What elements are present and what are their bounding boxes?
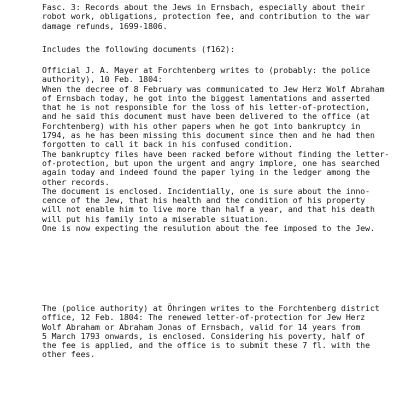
text-line: The (police authority) at Öhringen writes to the Forchtenberg district [42, 303, 380, 313]
text-line: that he is not responsible for the loss of his letter-of-protection, [42, 102, 370, 113]
text-line: of Ernsbach today, he got into the biggest lamentations and asserted [42, 92, 370, 103]
text-line: Official J. A. Mayer at Forchtenberg writes to (probably: the police [42, 65, 370, 75]
text-line: 1794, as he has been missing this document since then and he had then [42, 130, 375, 141]
text-line: again today and indeed found the paper lying in the ledger among the [42, 167, 370, 178]
text-line: authority), 10 Feb. 1804: [42, 74, 163, 85]
text-line: other records. [42, 176, 110, 187]
text-line: forgotten to call it back in his confused condition. [42, 139, 293, 150]
includes-line [42, 45, 235, 54]
text-line: The document is enclosed. Incidentially, one is sure about the inno- [42, 185, 370, 196]
text-line: other fees. [42, 349, 96, 360]
text-line: Wolf Abraham or Abraham Jonas of Ernsbach, valid for 14 years from [42, 321, 361, 332]
document-entry-oehringen [42, 304, 380, 360]
text-line: will put his family into a miserable situation. [42, 213, 269, 224]
text-line: and he said this document must have been delivered to the office (at [42, 111, 370, 122]
header-line: robot work, obligations, protection fee, and contribution to the war [42, 11, 370, 22]
text-line: Forchtenberg) with his other papers when he got into bankruptcy in [42, 120, 361, 131]
header-line: Fasc. 3: Records about the Jews in Ernsbach, especially about their [42, 2, 366, 12]
text-line: The bankruptcy files have been racked before without finding the letter- [42, 148, 390, 159]
header-line: damage refunds, 1699-1806. [42, 20, 168, 31]
text-line: will not enable him to live more than half a year, and that his death [42, 204, 375, 215]
fascicle-header [42, 3, 370, 31]
text-line: When the decree of 8 February was communicated to Jew Herz Wolf Abraham [42, 83, 385, 94]
text-line: of-protection, but upon the urgent and angry implore, one has searched [42, 157, 380, 168]
text-line: office, 12 Feb. 1804: The renewed letter-of-protection for Jew Herz [42, 312, 366, 323]
text-line: cence of the Jew, that his health and the condition of his property [42, 195, 366, 206]
document-entry-mayer [42, 66, 389, 233]
text-line: 5 March 1793 onwards, is enclosed. Considering his poverty, half of [42, 330, 366, 341]
text-line: One is now expecting the resulution about the fee imposed to the Jew. [42, 223, 375, 234]
includes-text: Includes the following documents (f162): [42, 44, 235, 54]
text-line: the fee is applied, and the office is to submit these 7 fl. with the [42, 340, 370, 351]
